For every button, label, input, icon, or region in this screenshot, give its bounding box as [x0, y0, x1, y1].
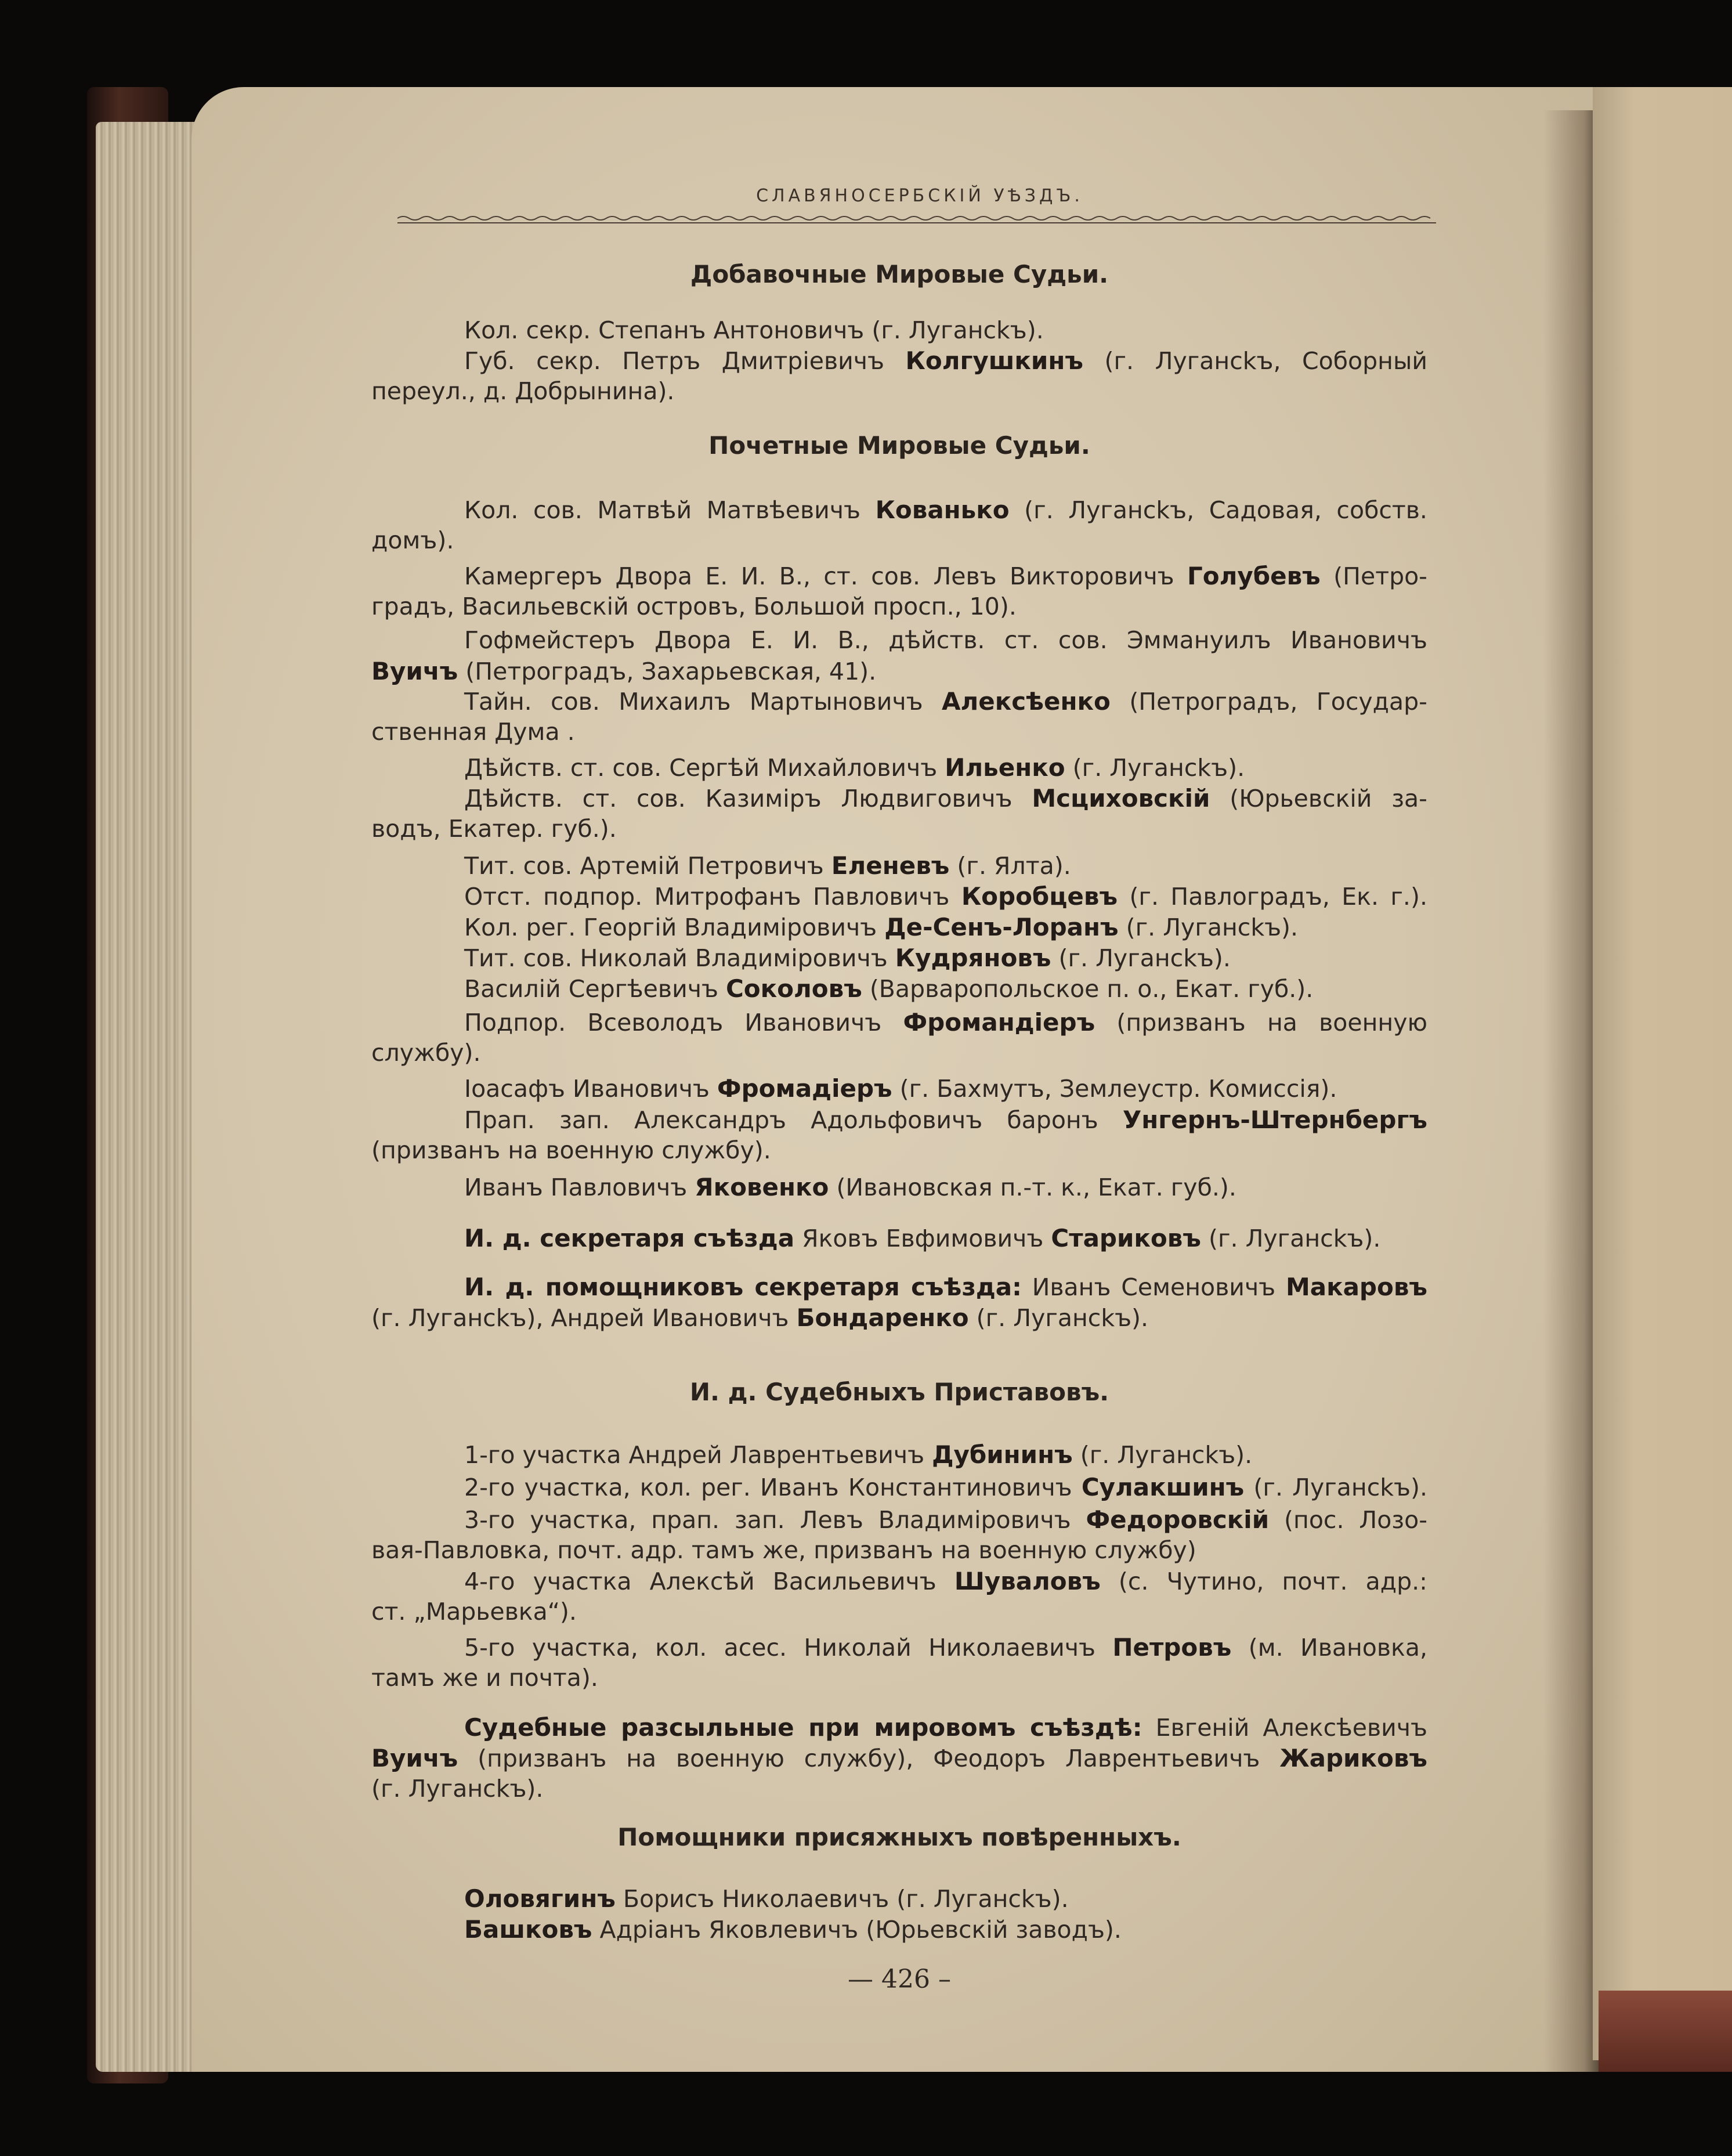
entry-line: переул., д. Добрынина). — [371, 377, 675, 405]
secretary-line: И. д. помощниковъ секретаря съѣзда: Иванъ Семеновичъ Макаровъ — [464, 1273, 1427, 1301]
entry-line: Кол. секр. Степанъ Антоновичъ (г. Лугансkъ). — [464, 316, 1044, 344]
entry-line: Камергеръ Двора Е. И. В., ст. сов. Левъ Викторовичъ Голубевъ (Петро- — [464, 562, 1427, 590]
section-title-assistant-attorneys: Помощники присяжныхъ повѣренныхъ. — [617, 1823, 1181, 1851]
entry-line: 4-го участка Алексѣй Васильевичъ Шуваловъ (с. Чутино, почт. адр.: — [464, 1567, 1427, 1595]
entry-line: Дѣйств. ст. сов. Казиміръ Людвиговичъ Мсциховскій (Юрьевскій за- — [464, 784, 1427, 812]
entry-line: Иванъ Павловичъ Яковенко (Ивановская п.-т. к., Екат. губ.). — [464, 1173, 1236, 1201]
entry-line: Дѣйств. ст. сов. Сергѣй Михайловичъ Ильенко (г. Лугансkъ). — [464, 753, 1245, 782]
running-head: СЛАВЯНОСЕРБСКІЙ УѢЗДЪ. — [756, 186, 1083, 206]
page-number: — 426 – — [848, 1964, 951, 1994]
entry-line: 3-го участка, прап. зап. Левъ Владиміровичъ Федоровскій (пос. Лозо- — [464, 1505, 1427, 1534]
entry-line: службу). — [371, 1039, 481, 1067]
entry-line: ственная Дума . — [371, 718, 575, 746]
entry-line: (призванъ на военную службу). — [371, 1136, 771, 1164]
entry-line: домъ). — [371, 526, 454, 554]
entry-line: ст. „Марьевка“). — [371, 1598, 577, 1626]
secretary-line: (г. Лугансkъ), Андрей Ивановичъ Бондаренко (г. Лугансkъ). — [371, 1303, 1149, 1332]
secretary-line: И. д. секретаря съѣзда Яковъ Евфимовичъ Стариковъ (г. Лугансkъ). — [464, 1224, 1381, 1252]
entry-line: Гофмейстеръ Двора Е. И. В., дѣйств. ст. сов. Эммануилъ Ивановичъ — [464, 626, 1427, 654]
facing-page — [1593, 87, 1732, 2060]
entry-line: Василій Сергѣевичъ Соколовъ (Варваропольское п. о., Екат. губ.). — [464, 974, 1314, 1003]
messengers-line: (г. Лугансkъ). — [371, 1775, 544, 1803]
entry-line: Башковъ Адріанъ Яковлевичъ (Юрьевскій заводъ). — [464, 1915, 1122, 1944]
section-title-bailiffs: И. д. Судебныхъ Приставовъ. — [689, 1378, 1109, 1406]
entry-line: Тит. сов. Артемій Петровичъ Еленевъ (г. Ялта). — [464, 851, 1071, 880]
entry-line: вая-Павловка, почт. адр. тамъ же, призванъ на военную службу) — [371, 1536, 1196, 1564]
entry-line: Кол. сов. Матвѣй Матвѣевичъ Кованько (г. Лугансkъ, Садовая, собств. — [464, 496, 1427, 524]
entry-line: Тайн. сов. Михаилъ Мартыновичъ Алексѣенко (Петроградъ, Государ- — [464, 687, 1427, 716]
entry-line: Вуичъ (Петроградъ, Захарьевская, 41). — [371, 657, 877, 685]
entry-line: Іоасафъ Ивановичъ Фромадіеръ (г. Бахмутъ, Землеустр. Комиссія). — [464, 1074, 1337, 1103]
entry-line: Отст. подпор. Митрофанъ Павловичъ Коробцевъ (г. Павлоградъ, Ек. г.). — [464, 882, 1427, 911]
entry-line: 2-го участка, кол. рег. Иванъ Константиновичъ Сулакшинъ (г. Лугансkъ). — [464, 1473, 1427, 1501]
entry-line: Кол. рег. Георгій Владиміровичъ Де-Сенъ-Лоранъ (г. Лугансkъ). — [464, 913, 1299, 941]
entry-line: водъ, Екатер. губ.). — [371, 815, 617, 843]
facing-page-edge — [1599, 1991, 1732, 2072]
messengers-line: Судебные разсыльные при мировомъ съѣздѣ: Евгеній Алексѣевичъ — [464, 1713, 1427, 1742]
entry-line: Подпор. Всеволодъ Ивановичъ Фромандіеръ (призванъ на военную — [464, 1008, 1427, 1037]
entry-line: 5-го участка, кол. асес. Николай Николаевичъ Петровъ (м. Ивановка, — [464, 1633, 1427, 1662]
header-wavy-rule — [397, 214, 1436, 226]
entry-line: тамъ же и почта). — [371, 1664, 598, 1692]
entry-line: Тит. сов. Николай Владиміровичъ Кудряновъ (г. Лугансkъ). — [464, 944, 1231, 972]
entry-line: Оловягинъ Борисъ Николаевичъ (г. Лугансkъ). — [464, 1884, 1069, 1913]
entry-line: Прап. зап. Александръ Адольфовичъ баронъ Унгернъ-Штернбергъ — [464, 1106, 1427, 1134]
entry-line: градъ, Васильевскій островъ, Большой просп., 10). — [371, 593, 1017, 620]
entry-line: Губ. секр. Петръ Дмитріевичъ Колгушкинъ (г. Лугансkъ, Соборный — [464, 346, 1427, 375]
entry-line: 1-го участка Андрей Лаврентьевичъ Дубининъ (г. Лугансkъ). — [464, 1440, 1253, 1469]
section-title-additional-judges: Добавочные Мировые Судьи. — [690, 260, 1109, 288]
messengers-line: Вуичъ (призванъ на военную службу), Феодоръ Лаврентьевичъ Жариковъ — [371, 1744, 1427, 1772]
section-title-honorary-judges: Почетные Мировые Судьи. — [708, 431, 1090, 460]
